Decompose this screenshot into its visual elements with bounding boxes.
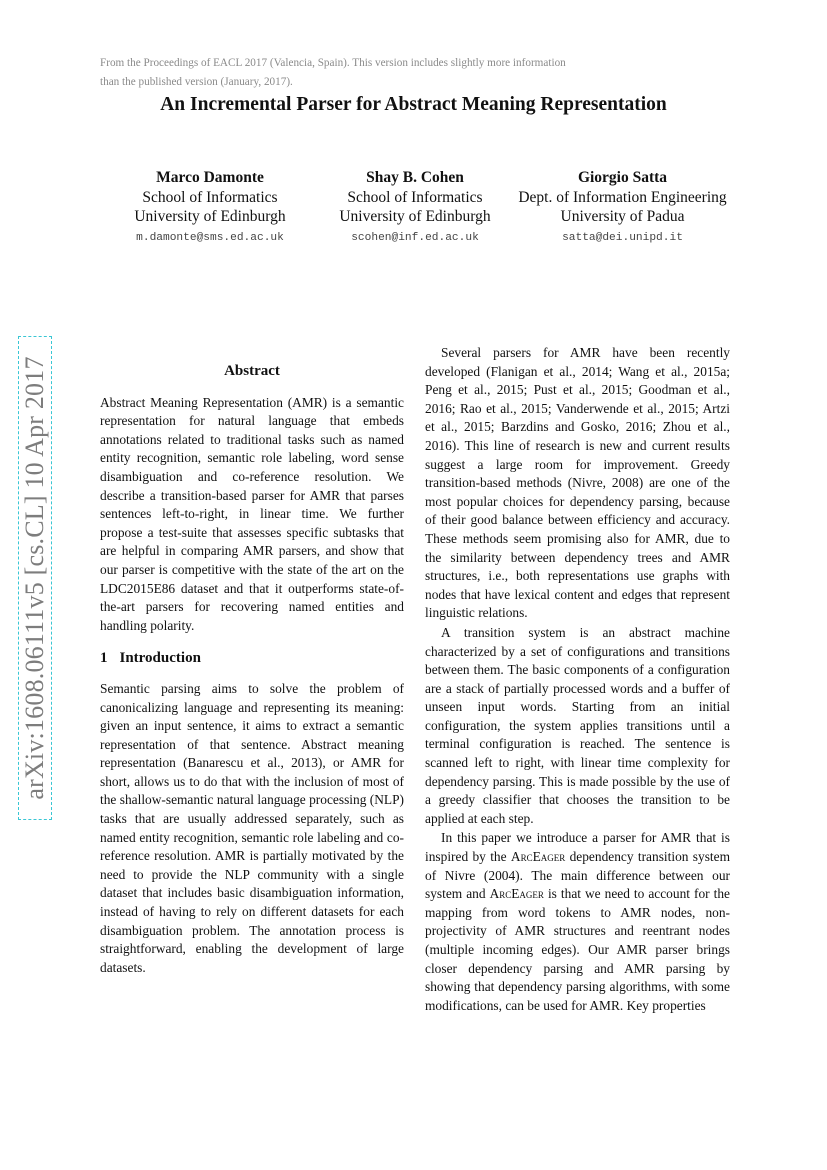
arxiv-stamp-text: arXiv:1608.06111v5 [cs.CL] 10 Apr 2017 [20, 356, 49, 800]
paper-title: An Incremental Parser for Abstract Meaning Representation [160, 94, 667, 115]
arceager-term: ArcEager [489, 886, 544, 902]
author-dept: School of Informatics [347, 188, 483, 206]
author-cohen [315, 168, 515, 248]
section-title: Introduction [119, 650, 201, 667]
abstract-heading: Abstract [224, 363, 280, 379]
arceager-term: ArcEager [510, 849, 566, 865]
section-number: 1 [100, 650, 108, 667]
abstract-body: Abstract Meaning Representation (AMR) is a semantic representation for natural language that embeds annotations related to traditional tasks such as named entity recognition, semantic role labeling, word sense disambiguation and co-reference resolution. We describe a transition-based parser for AMR that parses sentences left-to-right, in linear time. We further propose a test-suite that assesses specific subtasks that are helpful in comparing AMR parsers, and show that our parser is competitive with the state of the art on the LDC2015E86 dataset and that it outperforms state-of-the-art parsers for recovering named entities and handling polarity. [100, 394, 404, 633]
intro-paragraph-4 [425, 829, 730, 1015]
left-column [100, 362, 404, 977]
author-damonte [110, 168, 310, 248]
author-univ: University of Edinburgh [339, 208, 491, 225]
intro-paragraph-3: A transition system is an abstract machine characterized by a set of configurations and transitions between them. The basic components of a configuration are a stack of partially processed words and a buffer of unseen input words. Starting from an initial configuration, the system applies transitions until a terminal configuration is reached. The sentence is scanned left to right, with linear time complexity for dependency parsing. This is made possible by the use of a greedy classifier that chooses the transition to be applied at each step. [425, 624, 730, 826]
publication-notice [100, 54, 660, 91]
author-univ: University of Padua [560, 208, 685, 225]
para4-text-1: In this paper we introduce a parser for AMR that is inspired by the [425, 830, 730, 865]
para4-text-2: dependency transition system of Nivre (2004). The main difference between our system and [425, 849, 730, 902]
right-column [425, 344, 730, 1015]
section-heading-introduction [100, 649, 404, 668]
notice-line-1: From the Proceedings of EACL 2017 (Valencia, Spain). This version includes slightly more information [100, 57, 566, 69]
arxiv-stamp [18, 336, 52, 820]
para4-text-3: is that we need to account for the mapping from word tokens to AMR nodes, non-projectivity of AMR structures and reentrant nodes (multiple incoming edges). Our AMR parser brings closer dependency parsing and AMR parsing by showing that dependency parsing algorithms, with some modifications, can be used for AMR. Key properties [425, 886, 730, 1013]
author-email: satta@dei.unipd.it [562, 231, 683, 244]
intro-paragraph-2: Several parsers for AMR have been recently developed (Flanigan et al., 2014; Wang et al., 2015a; Peng et al., 2015; Pust et al., 2015; Goodman et al., 2016; Rao et al., 2015; Vanderwende et al., 2015; Artzi et al., 2015; Barzdins and Gosko, 2016; Zhou et al., 2016). This line of research is new and current results suggest a large room for improvement. Greedy transition-based methods (Nivre, 2008) are one of the most popular choices for dependency parsing, because of their good balance between efficiency and accuracy. These methods seem promising also for AMR, due to the similarity between dependency trees and AMR structures, i.e., both representations use graphs with nodes that have lexical content and edges that represent linguistic relations. [425, 345, 730, 621]
author-name: Giorgio Satta [577, 169, 668, 186]
intro-paragraph-1: Semantic parsing aims to solve the problem of canonicalizing language and representing its meaning: given an input sentence, it aims to extract a semantic representation of that sentence. Abstract meaning representation (Banarescu et al., 2013), or AMR for short, allows us to do that with the inclusion of most of the shallow-semantic natural language processing (NLP) tasks that are usually addressed separately, such as named entity recognition, semantic role labeling and co-reference resolution. AMR is partially motivated by the need to provide the NLP community with a single dataset that includes basic disambiguation information, instead of having to rely on different datasets for each disambiguation problem. The annotation process is straightforward, enabling the development of large datasets. [100, 680, 404, 975]
author-dept: Dept. of Information Engineering [518, 188, 727, 206]
notice-line-2: than the published version (January, 2017). [100, 75, 293, 88]
author-univ: University of Edinburgh [134, 208, 286, 225]
author-name: Marco Damonte [156, 169, 264, 186]
author-email: m.damonte@sms.ed.ac.uk [136, 231, 284, 244]
author-dept: School of Informatics [142, 188, 278, 206]
author-name: Shay B. Cohen [366, 169, 464, 186]
author-email: scohen@inf.ed.ac.uk [351, 231, 479, 244]
author-satta [505, 168, 740, 248]
